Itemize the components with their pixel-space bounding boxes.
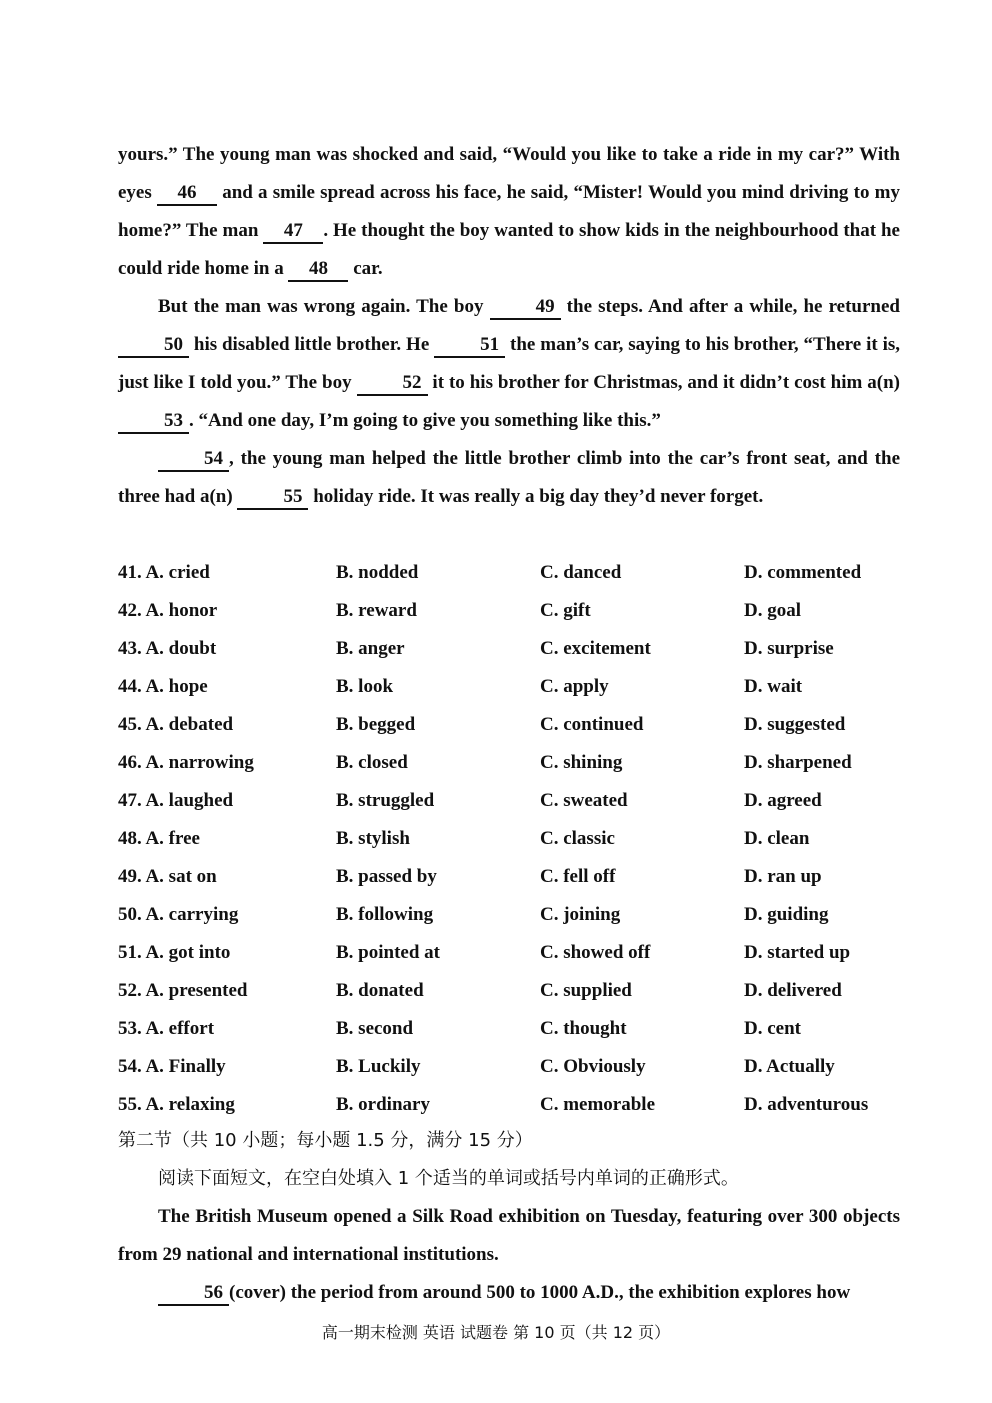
passage-text: holiday ride. It was really a big day they’d never forget. bbox=[308, 486, 764, 507]
option-choice: B. struggled bbox=[336, 790, 435, 811]
passage-text: . “And one day, I’m going to give you something like this.” bbox=[189, 410, 661, 431]
passage-text: the man’s car, saying to his brother, “There it is, just like I told you.” The boy bbox=[118, 334, 900, 393]
option-choice: D. guiding bbox=[744, 904, 829, 925]
passage-text: his disabled little brother. He bbox=[189, 334, 435, 355]
option-choice: C. thought bbox=[540, 1018, 627, 1039]
option-choice: 50. A. carrying bbox=[118, 904, 239, 925]
section-two bbox=[118, 1122, 900, 1312]
option-choice: B. reward bbox=[336, 600, 417, 621]
option-choice: 48. A. free bbox=[118, 828, 200, 849]
option-choice: 42. A. honor bbox=[118, 600, 218, 621]
option-choice: B. stylish bbox=[336, 828, 410, 849]
option-choice: 54. A. Finally bbox=[118, 1056, 226, 1077]
option-choice: 44. A. hope bbox=[118, 676, 208, 697]
blank-49: 49 bbox=[490, 296, 561, 320]
option-choice: D. Actually bbox=[744, 1056, 835, 1077]
option-choice: B. second bbox=[336, 1018, 414, 1039]
option-row bbox=[118, 1086, 908, 1124]
passage-paragraph-2 bbox=[118, 288, 900, 440]
option-row bbox=[118, 668, 908, 706]
option-row bbox=[118, 1010, 908, 1048]
option-choice: C. supplied bbox=[540, 980, 632, 1001]
option-choice: 47. A. laughed bbox=[118, 790, 234, 811]
option-row bbox=[118, 782, 908, 820]
option-row bbox=[118, 1048, 908, 1086]
passage-text: and a smile spread across his face, he said, “Mister! Would you mind driving to my home?” The man bbox=[118, 182, 900, 241]
option-choice: C. fell off bbox=[540, 866, 616, 887]
option-choice: B. ordinary bbox=[336, 1094, 430, 1115]
cloze-passage bbox=[118, 136, 900, 516]
blank-47: 47 bbox=[263, 220, 323, 244]
answer-options bbox=[118, 554, 908, 1124]
section-two-paragraph-2 bbox=[118, 1274, 900, 1312]
passage-text: it to his brother for Christmas, and it didn’t cost him a(n) bbox=[427, 372, 900, 393]
option-choice: 46. A. narrowing bbox=[118, 752, 254, 773]
option-choice: 45. A. debated bbox=[118, 714, 234, 735]
option-choice: 41. A. cried bbox=[118, 562, 210, 583]
option-choice: C. Obviously bbox=[540, 1056, 646, 1077]
option-row bbox=[118, 592, 908, 630]
option-choice: C. memorable bbox=[540, 1094, 656, 1115]
blank-54: 54 bbox=[158, 448, 229, 472]
option-choice: D. suggested bbox=[744, 714, 846, 735]
blank-51: 51 bbox=[434, 334, 505, 358]
passage-text: the steps. And after a while, he returned bbox=[560, 296, 900, 317]
passage-text: But the man was wrong again. The boy bbox=[158, 296, 490, 317]
option-choice: B. look bbox=[336, 676, 394, 697]
option-choice: B. following bbox=[336, 904, 434, 925]
blank-50: 50 bbox=[118, 334, 189, 358]
option-choice: B. nodded bbox=[336, 562, 419, 583]
passage-paragraph-3 bbox=[118, 440, 900, 516]
option-choice: 43. A. doubt bbox=[118, 638, 217, 659]
option-choice: 52. A. presented bbox=[118, 980, 248, 1001]
blank-46: 46 bbox=[157, 182, 217, 206]
option-choice: C. gift bbox=[540, 600, 591, 621]
option-row bbox=[118, 706, 908, 744]
option-choice: B. passed by bbox=[336, 866, 437, 887]
blank-48: 48 bbox=[288, 258, 348, 282]
section-two-heading: 第二节（共 10 小题；每小题 1.5 分，满分 15 分） bbox=[118, 1130, 533, 1151]
section-two-paragraph-1: The British Museum opened a Silk Road exhibition on Tuesday, featuring over 300 objects from 29 national and international institutions. bbox=[118, 1206, 900, 1265]
option-choice: D. ran up bbox=[744, 866, 822, 887]
option-choice: 55. A. relaxing bbox=[118, 1094, 235, 1115]
option-choice: B. donated bbox=[336, 980, 424, 1001]
option-choice: B. Luckily bbox=[336, 1056, 421, 1077]
option-row bbox=[118, 630, 908, 668]
passage-text: (cover) the period from around 500 to 1000 A.D., the exhibition explores how bbox=[229, 1282, 851, 1303]
option-choice: C. sweated bbox=[540, 790, 628, 811]
option-row bbox=[118, 896, 908, 934]
blank-56: 56 bbox=[158, 1282, 229, 1306]
option-choice: C. continued bbox=[540, 714, 644, 735]
option-choice: B. pointed at bbox=[336, 942, 440, 963]
option-choice: D. wait bbox=[744, 676, 803, 697]
option-choice: 53. A. effort bbox=[118, 1018, 215, 1039]
option-choice: D. adventurous bbox=[744, 1094, 869, 1115]
passage-text: , the young man helped the little brother climb into the car’s front seat, and the three had a(n) bbox=[118, 448, 900, 507]
option-row bbox=[118, 744, 908, 782]
option-row bbox=[118, 972, 908, 1010]
blank-52: 52 bbox=[357, 372, 428, 396]
option-choice: D. surprise bbox=[744, 638, 834, 659]
option-choice: C. apply bbox=[540, 676, 609, 697]
option-choice: 49. A. sat on bbox=[118, 866, 217, 887]
passage-text: car. bbox=[348, 258, 383, 279]
option-choice: D. sharpened bbox=[744, 752, 852, 773]
option-choice: D. delivered bbox=[744, 980, 842, 1001]
option-choice: 51. A. got into bbox=[118, 942, 231, 963]
option-choice: D. agreed bbox=[744, 790, 822, 811]
option-choice: B. anger bbox=[336, 638, 405, 659]
passage-text: yours.” The young man was shocked and said, “Would you like to take a ride in my car?” With eyes bbox=[118, 144, 900, 203]
option-choice: C. danced bbox=[540, 562, 622, 583]
option-choice: B. begged bbox=[336, 714, 416, 735]
option-row bbox=[118, 554, 908, 592]
option-choice: B. closed bbox=[336, 752, 408, 773]
blank-55: 55 bbox=[237, 486, 308, 510]
section-two-instruction: 阅读下面短文，在空白处填入 1 个适当的单词或括号内单词的正确形式。 bbox=[158, 1168, 739, 1189]
option-row bbox=[118, 934, 908, 972]
option-choice: C. joining bbox=[540, 904, 621, 925]
option-choice: D. goal bbox=[744, 600, 801, 621]
option-choice: D. cent bbox=[744, 1018, 801, 1039]
option-choice: C. showed off bbox=[540, 942, 651, 963]
passage-text: . He thought the boy wanted to show kids in the neighbourhood that he could ride home in a bbox=[118, 220, 900, 279]
option-choice: D. clean bbox=[744, 828, 810, 849]
option-choice: C. excitement bbox=[540, 638, 651, 659]
option-row bbox=[118, 858, 908, 896]
blank-53: 53 bbox=[118, 410, 189, 434]
option-choice: C. shining bbox=[540, 752, 623, 773]
passage-paragraph-1 bbox=[118, 136, 900, 288]
option-choice: D. started up bbox=[744, 942, 851, 963]
option-choice: D. commented bbox=[744, 562, 862, 583]
option-choice: C. classic bbox=[540, 828, 615, 849]
option-row bbox=[118, 820, 908, 858]
page-footer: 高一期末检测 英语 试题卷 第 10 页（共 12 页） bbox=[321, 1323, 671, 1342]
